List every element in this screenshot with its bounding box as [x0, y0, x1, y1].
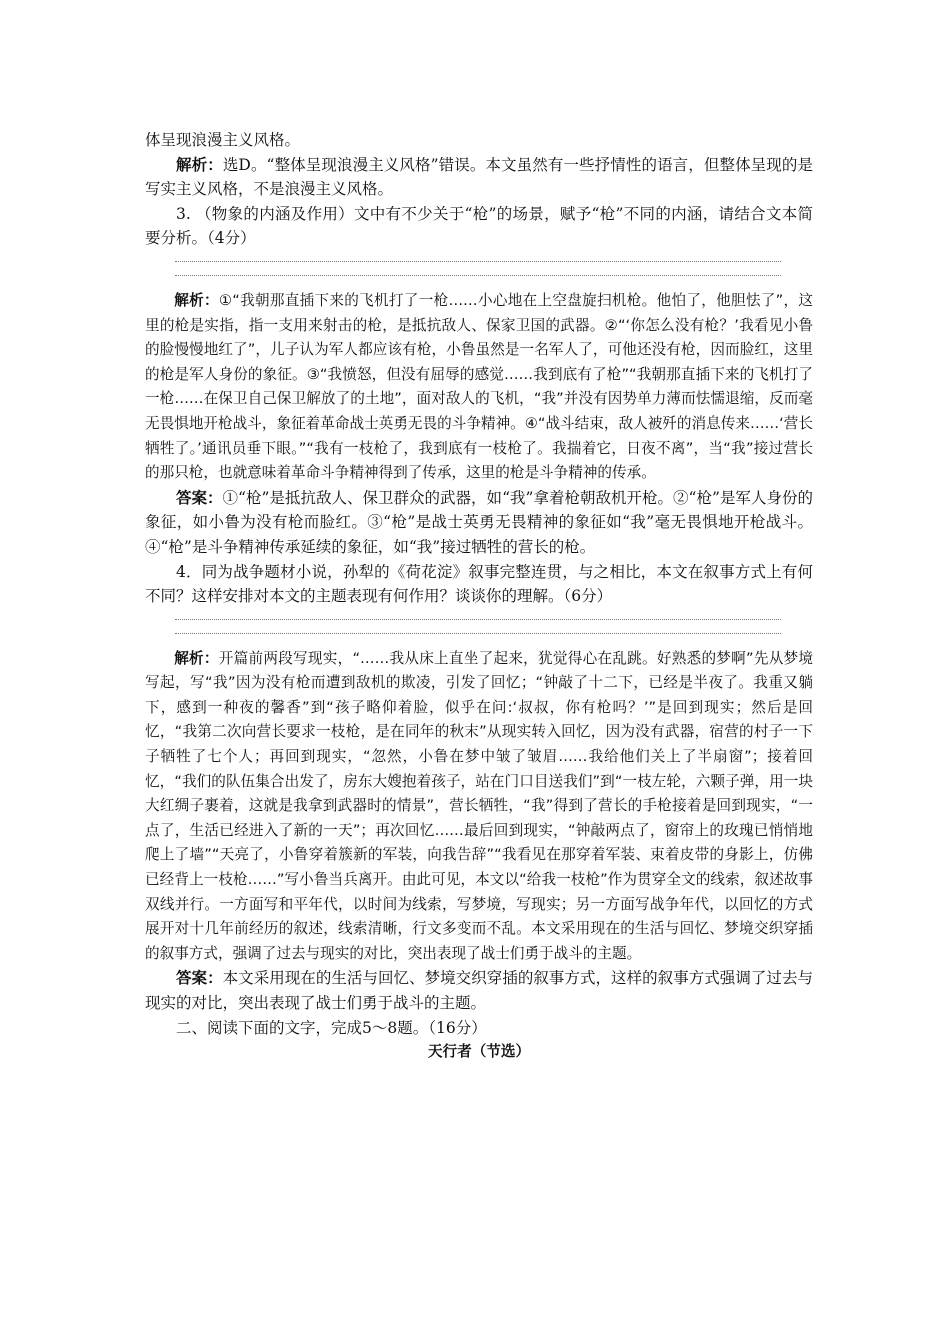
passage-title: 天行者（节选）: [427, 1043, 531, 1061]
q4-answer-text: 本文采用现在的生活与回忆、梦境交织穿插的叙事方式，这样的叙事方式强调了过去与现实的对比，突出表现了战士们勇于战斗的主题。: [145, 969, 813, 1012]
q3-analysis-text: ①“我朝那直插下来的飞机打了一枪……小心地在上空盘旋扫机枪。他怕了，他胆怯了”，这里的枪是实指，指一支用来射击的枪，是抵抗敌人、保家卫国的武器。②“‘你怎么没有枪？’我看见小鲁的脸慢慢地红了”，儿子认为军人都应该有枪，小鲁虽然是一名军人了，可他还没有枪，因而脸红，这里的枪是军人身份的象征。③“我愤怒，但没有屈辱的感觉……我到底有了枪”“我朝那直插下来的飞机打了一枪……在保卫自己保卫解放了的土地”，面对敌人的飞机，“我”并没有因势单力薄而怯懦退缩，反而毫无畏惧地开枪战斗，象征着革命战士英勇无畏的斗争精神。④“战斗结束，敌人被歼的消息传来……‘营长牺牲了。’通讯员垂下眼。”“我有一枝枪了，我到底有一枝枪了。我揣着它，日夜不离”，当“我”接过营长的那只枪，也就意味着革命斗争精神得到了传承，这里的枪是斗争精神的传承。: [145, 291, 813, 482]
document-page: [145, 128, 813, 1065]
q3-answer-text: ①“枪”是抵抗敌人、保卫群众的武器，如“我”拿着枪朝敌机开枪。②“枪”是军人身份的象征，如小鲁为没有枪而脸红。③“枪”是战士英勇无畏精神的象征如“我”毫无畏惧地开枪战斗。④“枪”是斗争精神传承延续的象征，如“我”接过牺牲的营长的枪。: [145, 488, 813, 556]
q3-answer-lines: [175, 261, 781, 276]
intro-fragment: 体呈现浪漫主义风格。: [145, 131, 301, 149]
analysis-label: 解析：: [176, 154, 223, 174]
q4-question: 4．同为战争题材小说，孙犁的《荷花淀》叙事完整连贯，与之相比，本文在叙事方式上有何不同？这样安排对本文的主题表现有何作用？谈谈你的理解。（6分）: [145, 562, 813, 606]
q4-analysis-text: 开篇前两段写现实，“……我从床上直坐了起来，犹觉得心在乱跳。好熟悉的梦啊”先从梦境写起，写“我”因为没有枪而遭到敌机的欺凌，引发了回忆；“钟敲了十二下，已经是半夜了。我重又躺下，感到一种夜的馨香”到“孩子略仰着脸，似乎在问:‘叔叔，你有枪吗？’”是回到现实；然后是回忆，“我第二次向营长要求一枝枪，是在同年的秋末”从现实转入回忆，因为没有武器，宿营的村子一下子牺牲了七个人；再回到现实，“忽然，小鲁在梦中皱了皱眉……我给他们关上了半扇窗”；接着回忆，“我们的队伍集合出发了，房东大嫂抱着孩子，站在门口目送我们”到“一枝左轮，六颗子弹，用一块大红绸子裹着，这就是我拿到武器时的情景”，营长牺牲，“我”得到了营长的手枪接着是回到现实，“一点了，生活已经进入了新的一天”；再次回忆……最后回到现实，“钟敲两点了，窗帘上的玫瑰已悄悄地爬上了墙”“天亮了，小鲁穿着簇新的军装，向我告辞”“我看见在那穿着军装、束着皮带的身影上，仿佛已经背上一枝枪……”写小鲁当兵离开。由此可见，本文以“给我一枝枪”作为贯穿全文的线索，叙述故事双线并行。一方面写和平年代，以时间为线索，写梦境，写现实；另一方面写战争年代，以回忆的方式展开对十几年前经历的叙述，线索清晰，行文多变而不乱。本文采用现在的生活与回忆、梦境交织穿插的叙事方式，强调了过去与现实的对比，突出表现了战士们勇于战斗的主题。: [145, 649, 813, 962]
analysis-label: 解析：: [174, 649, 219, 667]
answer-line: [175, 633, 781, 634]
q3-answer: [145, 486, 813, 560]
q2-analysis: [145, 153, 813, 202]
answer-line: [175, 619, 781, 620]
q2-analysis-text: 选D。“整体呈现浪漫主义风格”错误。本文虽然有一些抒情性的语言，但整体呈现的是写实主义风格，不是浪漫主义风格。: [145, 155, 813, 199]
answer-label: 答案：: [176, 968, 223, 988]
section2-instruction: 二、阅读下面的文字，完成5～8题。（16分）: [176, 1018, 487, 1037]
answer-line: [175, 275, 781, 276]
q3-analysis: [145, 289, 813, 486]
q4-answer: [145, 966, 813, 1015]
q3-question: 3. （物象的内涵及作用）文中有不少关于“枪”的场景，赋予“枪”不同的内涵，请结合文本简要分析。（4分）: [145, 204, 813, 248]
answer-label: 答案：: [176, 487, 223, 507]
answer-line: [175, 261, 781, 262]
q4-answer-lines: [175, 619, 781, 634]
q4-analysis: [145, 647, 813, 967]
analysis-label: 解析：: [174, 291, 219, 309]
